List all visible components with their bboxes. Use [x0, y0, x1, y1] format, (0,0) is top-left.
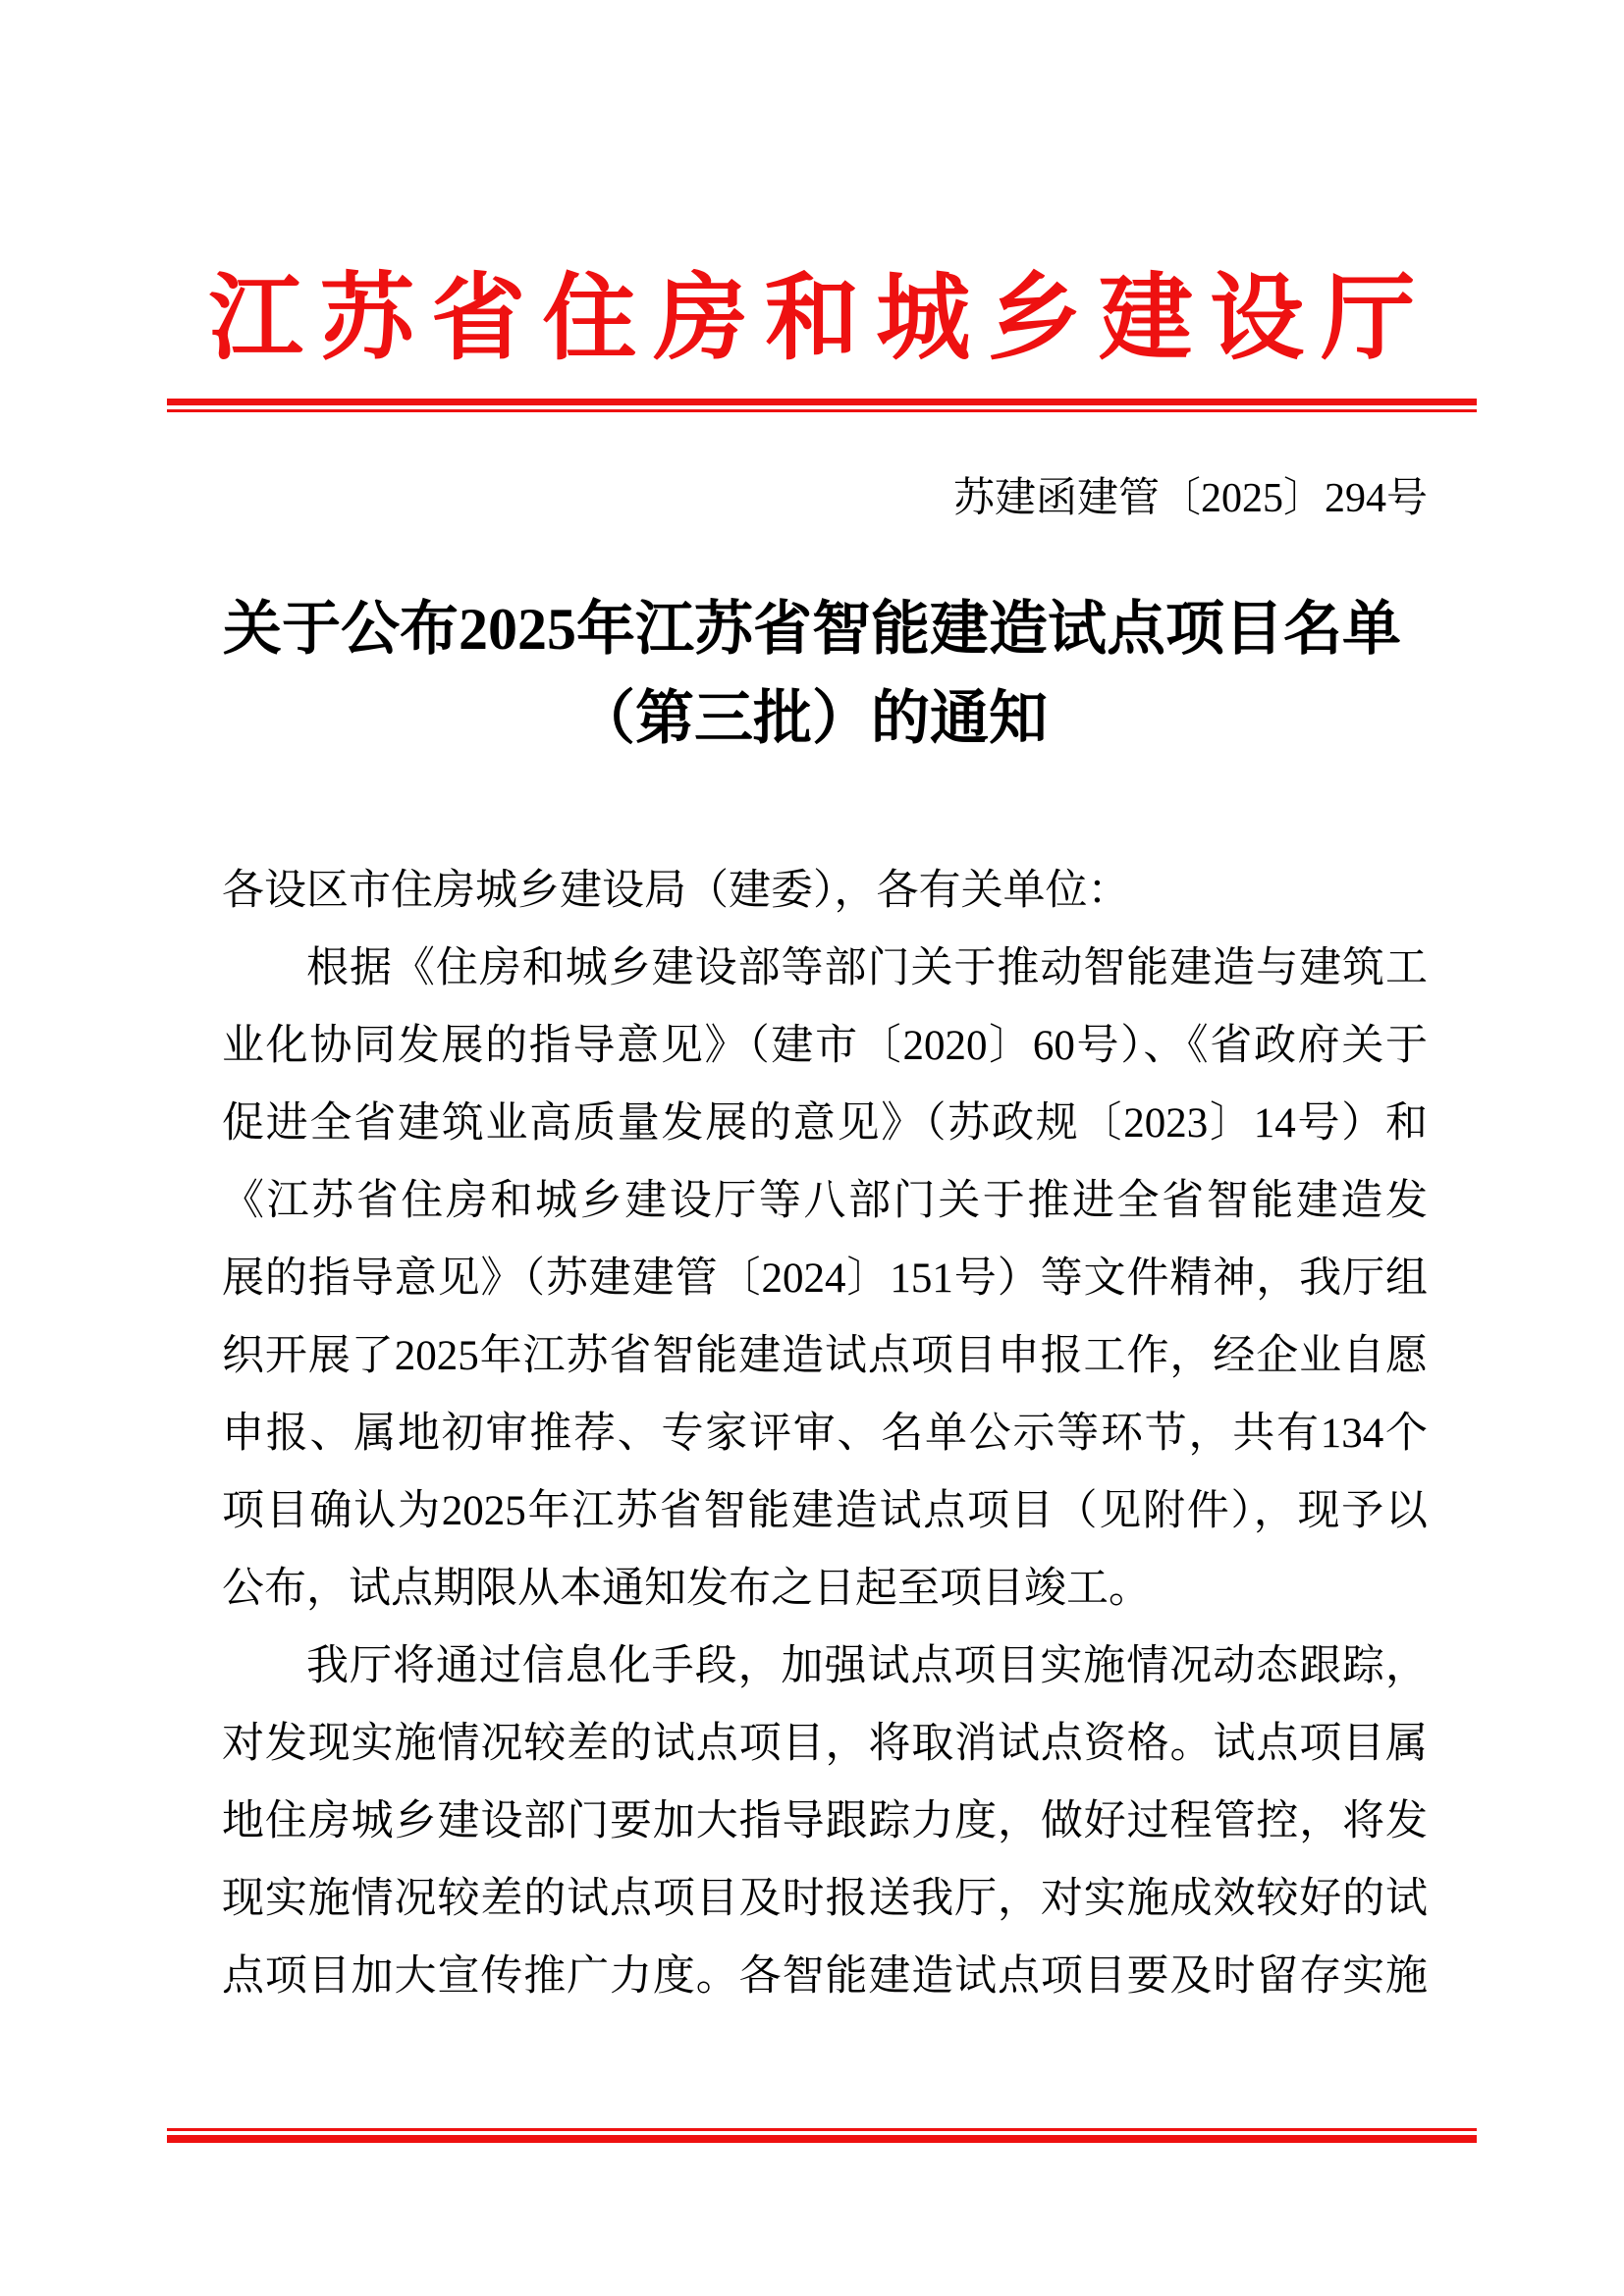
letterhead-agency-title: 江苏省住房和城乡建设厅: [208, 266, 1433, 371]
body-line: 现实施情况较差的试点项目及时报送我厅，对实施成效较好的试: [222, 1876, 1428, 1922]
body-line: 展的指导意见》（苏建建管〔2024〕151号）等文件精神，我厅组: [222, 1255, 1428, 1302]
body-line: 织开展了2025年江苏省智能建造试点项目申报工作，经企业自愿: [222, 1333, 1428, 1379]
body-line: 根据《住房和城乡建设部等部门关于推动智能建造与建筑工: [306, 945, 1428, 991]
body-line: 地住房城乡建设部门要加大指导跟踪力度，做好过程管控，将发: [222, 1798, 1428, 1844]
footer-divider: [167, 2128, 1477, 2143]
body-line: 促进全省建筑业高质量发展的意见》（苏政规〔2023〕14号）和: [222, 1100, 1428, 1147]
body-line: 业化协同发展的指导意见》（建市〔2020〕60号）、《省政府关于: [222, 1023, 1428, 1069]
body-line: 《江苏省住房和城乡建设厅等八部门关于推进全省智能建造发: [222, 1178, 1428, 1224]
notice-title: [0, 585, 1624, 764]
body-line: 公布，试点期限从本通知发布之日起至项目竣工。: [222, 1566, 1151, 1612]
body-line: 对发现实施情况较差的试点项目，将取消试点资格。试点项目属: [222, 1721, 1428, 1767]
divider-thin-rule: [167, 409, 1477, 412]
divider-thin-rule: [167, 2128, 1477, 2131]
body-line-salutation: 各设区市住房城乡建设局（建委），各有关单位：: [222, 868, 1130, 914]
body-line: 点项目加大宣传推广力度。各智能建造试点项目要及时留存实施: [222, 1953, 1428, 2000]
notice-title-line1: 关于公布2025年江苏省智能建造试点项目名单: [223, 597, 1401, 662]
divider-thick-rule: [167, 399, 1477, 405]
notice-title-line2: （第三批）的通知: [576, 686, 1048, 751]
body-line: 我厅将通过信息化手段，加强试点项目实施情况动态跟踪，: [306, 1643, 1428, 1689]
notice-body: [222, 852, 1428, 2015]
letterhead-divider: [167, 399, 1477, 412]
divider-thick-rule: [167, 2135, 1477, 2143]
body-line: 项目确认为2025年江苏省智能建造试点项目（见附件），现予以: [222, 1488, 1428, 1534]
document-number: 苏建函建管〔2025〕294号: [952, 476, 1428, 521]
body-line: 申报、属地初审推荐、专家评审、名单公示等环节，共有134个: [222, 1411, 1428, 1457]
